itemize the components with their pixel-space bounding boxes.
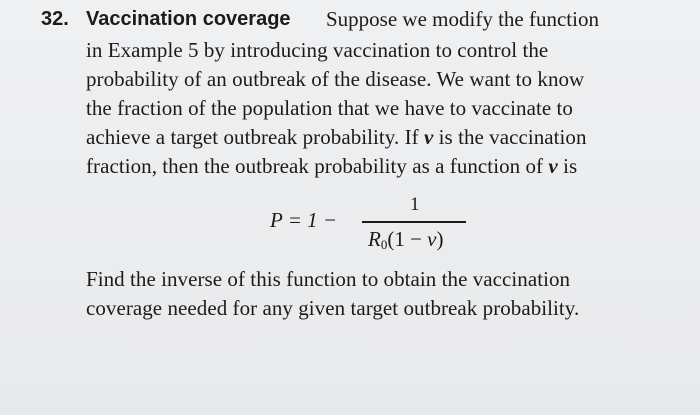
problem-number: 32. <box>41 8 69 30</box>
problem-text-line-1: Suppose we modify the function <box>326 7 599 31</box>
formula-denominator <box>368 227 444 253</box>
problem-text-line-2: in Example 5 by introducing vaccination to control the <box>86 38 549 62</box>
denominator-variable: v <box>427 227 437 251</box>
denominator-subscript: 0 <box>380 237 388 252</box>
problem-text-line-6 <box>86 153 577 179</box>
variable-v: v <box>548 154 558 178</box>
denominator-r: R <box>368 227 381 251</box>
line-5-end: is the vaccination <box>438 125 587 149</box>
problem-title: Vaccination coverage <box>86 8 291 30</box>
problem-text-line-4: the fraction of the population that we have to vaccinate to <box>86 96 573 120</box>
closing-line-2: coverage needed for any given target outbreak probability. <box>86 296 580 320</box>
line-5-start: achieve a target outbreak probability. If <box>86 125 419 149</box>
variable-v: v <box>423 125 434 149</box>
problem-text-line-5 <box>86 124 587 150</box>
closing-line-1: Find the inverse of this function to obtain the vaccination <box>86 267 571 291</box>
formula-lhs <box>270 208 337 233</box>
outbreak-probability-formula <box>270 196 490 256</box>
denominator-open: (1 − <box>387 227 428 251</box>
problem-text-line-3: probability of an outbreak of the disease. We want to know <box>86 67 585 91</box>
line-6-start: fraction, then the outbreak probability as a function of <box>86 154 544 178</box>
fraction-bar <box>362 221 466 223</box>
formula-lhs-text: P = 1 − <box>270 208 338 232</box>
formula-numerator: 1 <box>410 194 420 215</box>
line-6-end: is <box>563 154 578 178</box>
denominator-close: ) <box>436 227 444 251</box>
